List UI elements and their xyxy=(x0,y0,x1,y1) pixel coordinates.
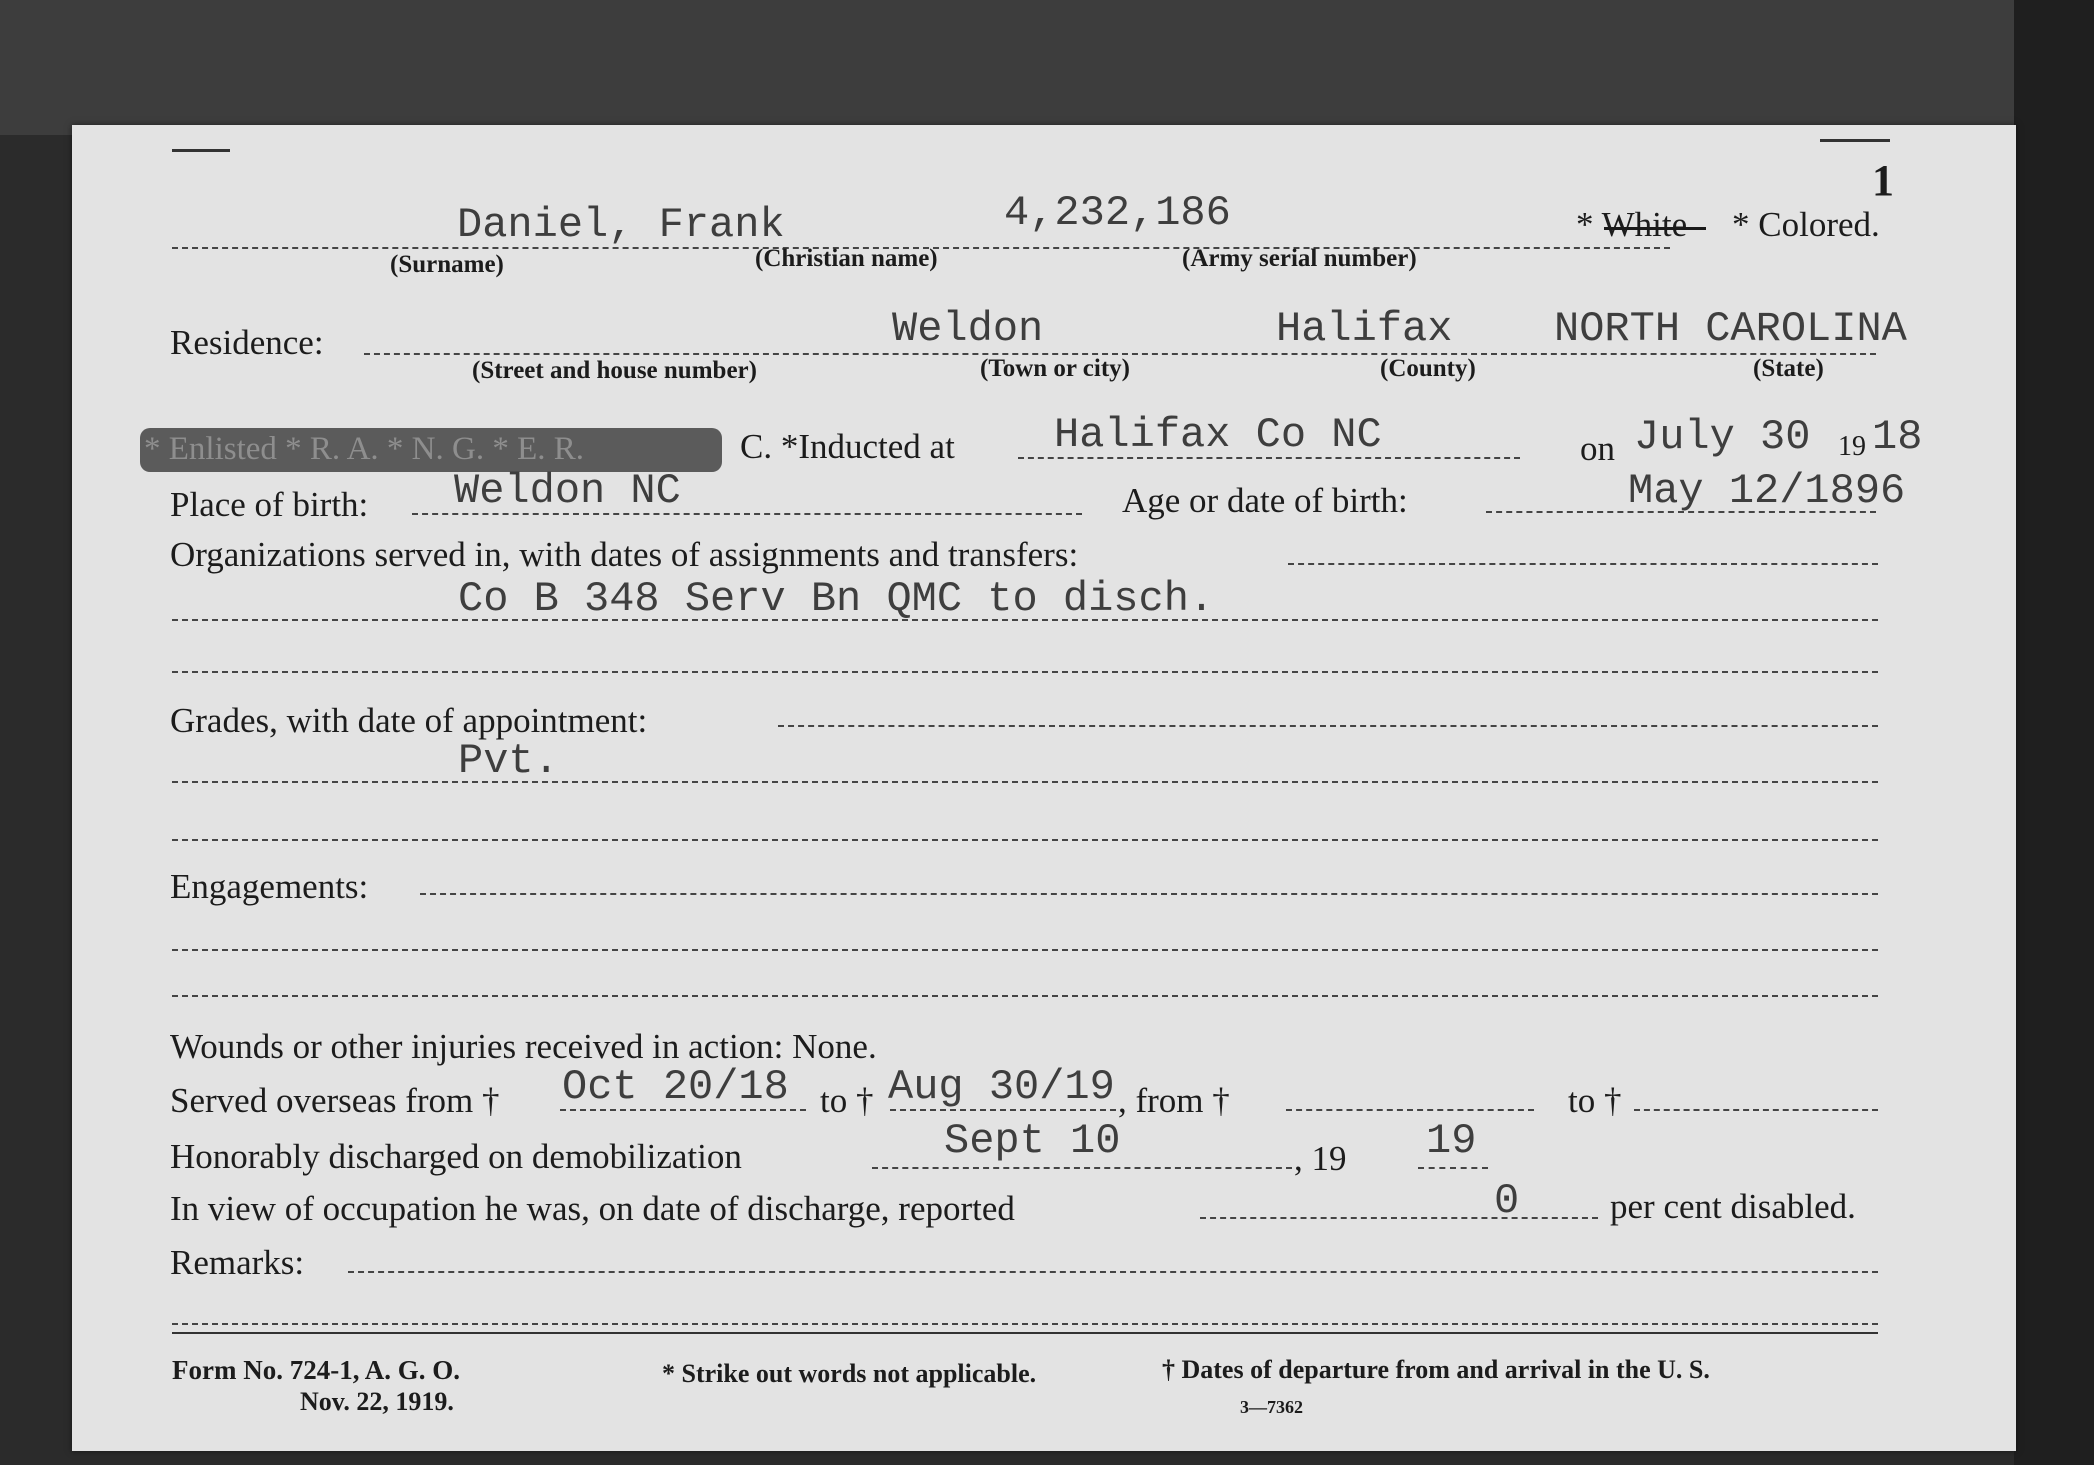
print-code: 3—7362 xyxy=(1240,1397,1303,1417)
engagements-label: Engagements: xyxy=(170,867,369,906)
street-caption: (Street and house number) xyxy=(472,357,757,384)
overseas-to-line-2 xyxy=(1634,1109,1878,1111)
birth-date-value: May 12/1896 xyxy=(1628,467,1906,515)
race-white-option: * White xyxy=(1576,205,1688,244)
age-label: Age or date of birth: xyxy=(1122,481,1408,520)
grades-line-3 xyxy=(172,839,1878,841)
birthplace-value: Weldon NC xyxy=(454,467,681,515)
service-record-card xyxy=(72,125,2016,1451)
overseas-from-label-2: , from † xyxy=(1118,1081,1230,1120)
card-number-rule xyxy=(1820,139,1890,142)
county-caption: (County) xyxy=(1380,355,1476,382)
card-number: 1 xyxy=(1872,156,1894,205)
serial-number-value: 4,232,186 xyxy=(1004,189,1231,237)
enlisted-options: * Enlisted * R. A. * N. G. * E. R. xyxy=(144,431,585,467)
discharge-date-line xyxy=(872,1167,1292,1169)
corner-mark xyxy=(172,149,230,152)
disability-line xyxy=(1200,1217,1598,1219)
residence-state-value: NORTH CAROLINA xyxy=(1554,305,1907,353)
organizations-value: Co B 348 Serv Bn QMC to disch. xyxy=(458,575,1215,623)
overseas-label: Served overseas from † xyxy=(170,1081,500,1120)
town-caption: (Town or city) xyxy=(980,355,1130,382)
wounds-label: Wounds or other injuries received in action: None. xyxy=(170,1027,877,1066)
remarks-line-1 xyxy=(348,1271,1878,1273)
overseas-to-label: to † xyxy=(820,1081,874,1120)
disability-label: In view of occupation he was, on date of discharge, reported xyxy=(170,1189,1015,1228)
inducted-year-value: 18 xyxy=(1872,413,1923,461)
overseas-to-label-2: to † xyxy=(1568,1081,1622,1120)
discharge-year-value: 19 xyxy=(1426,1117,1477,1165)
inducted-year-prefix: 19 xyxy=(1838,431,1866,462)
residence-label: Residence: xyxy=(170,323,324,362)
surname-caption: (Surname) xyxy=(390,251,504,278)
disability-value: 0 xyxy=(1494,1177,1520,1225)
inducted-date-value: July 30 xyxy=(1634,413,1811,461)
organizations-label: Organizations served in, with dates of assignments and transfers: xyxy=(170,535,1079,574)
form-date: Nov. 22, 1919. xyxy=(300,1387,454,1416)
engagements-line-2 xyxy=(172,949,1878,951)
discharge-date-value: Sept 10 xyxy=(944,1117,1121,1165)
overseas-from-line-2 xyxy=(1286,1109,1534,1111)
dates-note: † Dates of departure from and arrival in the U. S. xyxy=(1162,1355,1710,1384)
background-top xyxy=(0,0,2094,135)
residence-county-value: Halifax xyxy=(1276,305,1453,353)
discharge-label: Honorably discharged on demobilization xyxy=(170,1137,742,1176)
discharge-year-line xyxy=(1418,1167,1488,1169)
state-caption: (State) xyxy=(1753,355,1824,382)
overseas-from-value: Oct 20/18 xyxy=(562,1063,789,1111)
surname-name-value: Daniel, Frank xyxy=(457,201,785,249)
grades-line-2 xyxy=(172,781,1878,783)
engagements-line-1 xyxy=(420,893,1878,895)
residence-town-value: Weldon xyxy=(892,305,1044,353)
on-label: on xyxy=(1580,429,1615,468)
remarks-line-2 xyxy=(172,1323,1878,1325)
engagements-line-3 xyxy=(172,995,1878,997)
disability-suffix: per cent disabled. xyxy=(1610,1187,1856,1226)
inducted-label: C. *Inducted at xyxy=(740,427,955,466)
race-colored-option: * Colored. xyxy=(1732,205,1880,244)
grades-value: Pvt. xyxy=(458,737,559,785)
birthplace-label: Place of birth: xyxy=(170,485,369,524)
christian-name-caption: (Christian name) xyxy=(755,245,938,272)
strike-note: * Strike out words not applicable. xyxy=(662,1359,1037,1388)
organizations-line-1 xyxy=(1288,563,1878,565)
footer-rule xyxy=(172,1332,1878,1334)
remarks-label: Remarks: xyxy=(170,1243,305,1282)
overseas-to-value: Aug 30/19 xyxy=(888,1063,1115,1111)
race-white-strike xyxy=(1604,227,1706,230)
grades-line-1 xyxy=(778,725,1878,727)
serial-caption: (Army serial number) xyxy=(1182,245,1417,272)
form-number: Form No. 724-1, A. G. O. xyxy=(172,1355,460,1385)
organizations-line-3 xyxy=(172,671,1878,673)
discharge-year-prefix: , 19 xyxy=(1294,1139,1347,1178)
grades-label: Grades, with date of appointment: xyxy=(170,701,648,740)
inducted-at-value: Halifax Co NC xyxy=(1054,411,1382,459)
background-right xyxy=(2014,0,2094,1465)
